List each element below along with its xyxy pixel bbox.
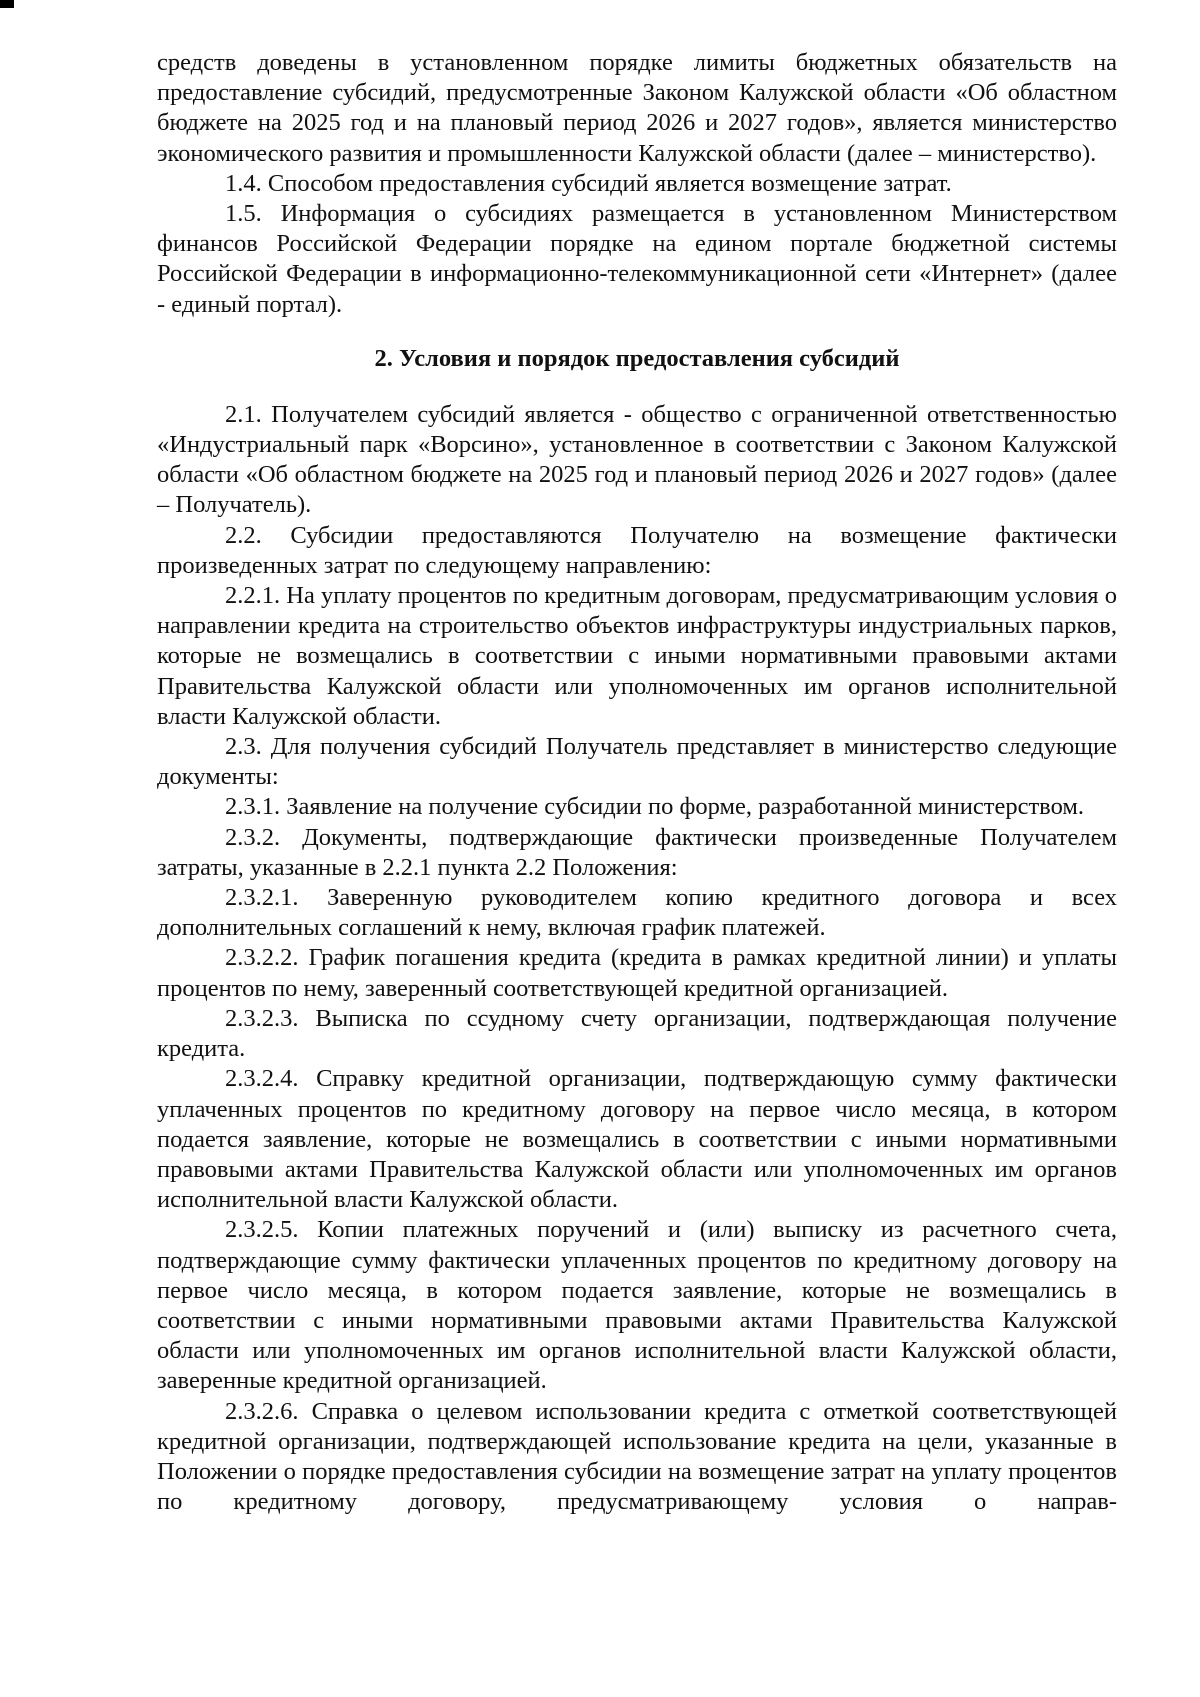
- paragraph-2-2: 2.2. Субсидии предоставляются Получателю на возмещение фактически произведенных затрат по следующему направлению:: [157, 521, 1117, 579]
- paragraph-2-3-2-5: 2.3.2.5. Копии платежных поручений и (или) выписку из расчетного счета, подтверждающие сумму фактически уплаченных процентов по кредитному договору на первое число месяца, в котором подается заявление, которые не возмещались в соответствии с иными нормативными правовыми актами Правительства Калужской области или уполномоченных им органов исполнительной власти Калужской области, заверенные кредитной организацией.: [157, 1216, 1117, 1395]
- paragraph-1-5: 1.5. Информация о субсидиях размещается в установленном Министерством финансов Российской Федерации порядке на едином портале бюджетной системы Российской Федерации в информационно-телекоммуникационной сети «Интернет» (далее - единый портал).: [157, 200, 1117, 318]
- paragraph-2-3-1: 2.3.1. Заявление на получение субсидии по форме, разработанной министерством.: [225, 793, 1084, 821]
- document-page: [157, 48, 1117, 1517]
- paragraph-2-2-1: 2.2.1. На уплату процентов по кредитным договорам, предусматривающим условия о направлении кредита на строительство объектов инфраструктуры индустриальных парков, которые не возмещались в соответствии с иными нормативными правовыми актами Правительства Калужской области или уполномоченных им органов исполнительной власти Калужской области.: [157, 582, 1117, 730]
- paragraph-continuation-1-3: средств доведены в установленном порядке лимиты бюджетных обязательств на предоставление субсидий, предусмотренные Законом Калужской области «Об областном бюджете на 2025 год и на плановый период 2026 и 2027 годов», является министерство экономического развития и промышленности Калужской области (далее – министерство).: [157, 49, 1117, 167]
- paragraph-2-3: 2.3. Для получения субсидий Получатель представляет в министерство следующие документы:: [157, 733, 1117, 791]
- paragraph-2-3-2-1: 2.3.2.1. Заверенную руководителем копию кредитного договора и всех дополнительных соглашений к нему, включая график платежей.: [157, 884, 1117, 942]
- paragraph-2-3-2-3: 2.3.2.3. Выписка по ссудному счету организации, подтверждающая получение кредита.: [157, 1004, 1117, 1063]
- paragraph-2-1: 2.1. Получателем субсидий является - общество с ограниченной ответственностью «Индустриальный парк «Ворсино», установленное в соответствии с Законом Калужской области «Об областном бюджете на 2025 год и плановый период 2026 и 2027 годов» (далее – Получатель).: [157, 400, 1117, 519]
- scan-corner-mark: [0, 0, 14, 8]
- paragraph-2-3-2-2: 2.3.2.2. График погашения кредита (кредита в рамках кредитной линии) и уплаты процентов по нему, заверенный соответствующей кредитной организацией.: [157, 944, 1117, 1002]
- paragraph-2-3-2-4: 2.3.2.4. Справку кредитной организации, подтверждающую сумму фактически уплаченных процентов по кредитному договору на первое число месяца, в котором подается заявление, которые не возмещались в соответствии с иными нормативными правовыми актами Правительства Калужской области или уполномоченных им органов исполнительной власти Калужской области.: [157, 1065, 1117, 1214]
- paragraph-2-3-2-6: 2.3.2.6. Справка о целевом использовании кредита с отметкой соответствующей кредитной организации, подтверждающей использование кредита на цели, указанные в Положении о порядке предоставления субсидии на возмещение затрат на уплату процентов по кредитному договору, предусматривающему условия о направ-: [157, 1397, 1117, 1516]
- paragraph-2-3-2: 2.3.2. Документы, подтверждающие фактически произведенные Получателем затраты, указанные в 2.2.1 пункта 2.2 Положения:: [157, 823, 1117, 881]
- paragraph-1-4: 1.4. Способом предоставления субсидий является возмещение затрат.: [225, 169, 952, 197]
- section-2-heading: 2. Условия и порядок предоставления субсидий: [374, 344, 900, 372]
